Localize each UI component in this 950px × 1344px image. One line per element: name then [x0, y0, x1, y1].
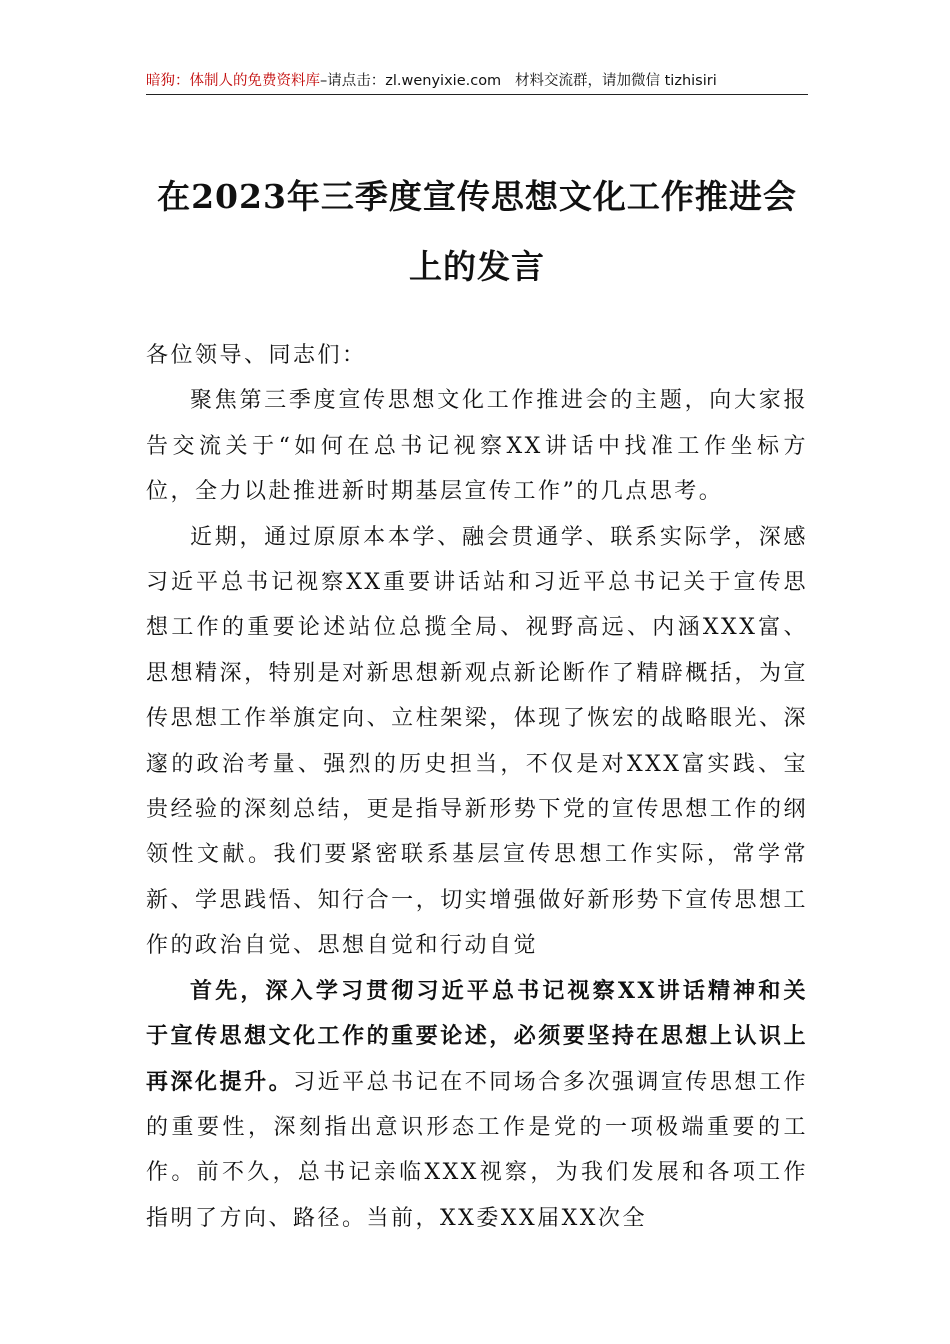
document-title: [146, 162, 808, 302]
paragraph-2: 近期，通过原原本本学、融会贯通学、联系实际学，深感习近平总书记视察XX重要讲话站和习近平总书记关于宣传思想工作的重要论述站位总揽全局、视野高远、内涵XXX富、思想精深，特别是对新思想新观点新论断作了精辟概括，为宣传思想工作举旗定向、立柱架梁，体现了恢宏的战略眼光、深邃的政治考量、强烈的历史担当，不仅是对XXX富实践、宝贵经验的深刻总结，更是指导新形势下党的宣传思想工作的纲领性文献。我们要紧密联系基层宣传思想工作实际，常学常新、学思践悟、知行合一，切实增强做好新形势下宣传思想工作的政治自觉、思想自觉和行动自觉: [146, 524, 808, 959]
paragraph-3-text: 习近平总书记在不同场合多次强调宣传思想工作的重要性，深刻指出意识形态工作是党的一项极端重要的工作。前不久，总书记亲临XXX视察，为我们发展和各项工作指明了方向、路径。当前，XX委XX届XX次全: [146, 1069, 808, 1231]
title-line-1: 在2023年三季度宣传思想文化工作推进会: [157, 177, 797, 216]
document-body: [146, 333, 808, 1241]
paragraph-3-heading: 首先，深入学习贯彻习近平总书记视察XX讲话精神和关于宣传思想文化工作的重要论述，必须要坚持在思想上认识上再深化提升。: [146, 977, 808, 1095]
title-line-2: 上的发言: [409, 247, 545, 286]
paragraph-1: 聚焦第三季度宣传思想文化工作推进会的主题，向大家报告交流关于“如何在总书记视察XX讲话中找准工作坐标方位，全力以赴推进新时期基层宣传工作”的几点思考。: [146, 388, 808, 505]
header-link-prefix: –请点击：: [320, 73, 386, 89]
header-wechat: 材料交流群，请加微信 tizhisiri: [515, 73, 717, 89]
page-header: [146, 70, 808, 95]
header-link[interactable]: zl.wenyixie.com: [385, 73, 502, 89]
paragraph-3: [146, 969, 808, 1241]
header-source: 暗狗：体制人的免费资料库: [146, 73, 320, 89]
salutation: 各位领导、同志们：: [146, 343, 367, 368]
